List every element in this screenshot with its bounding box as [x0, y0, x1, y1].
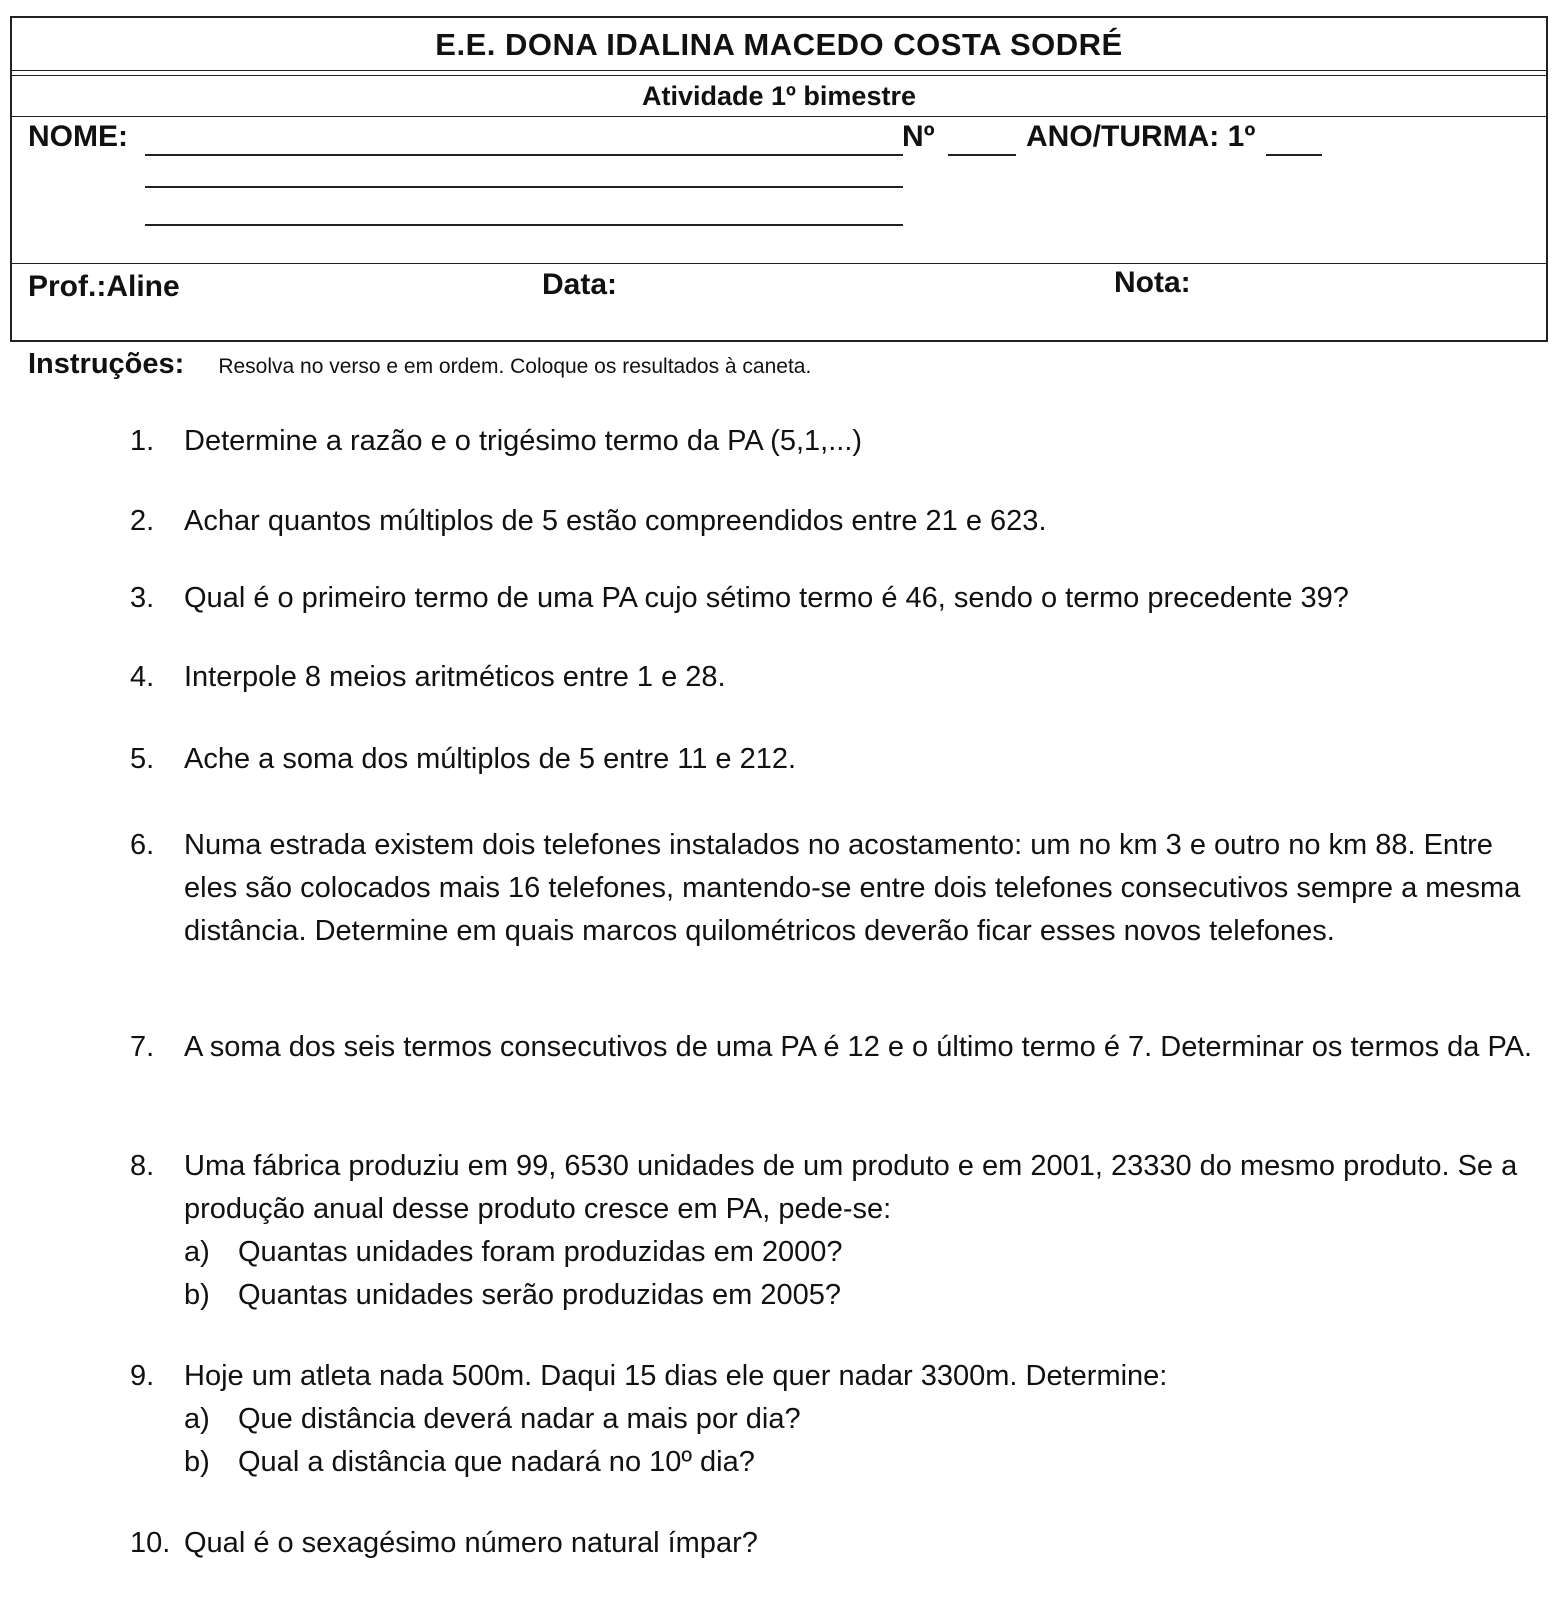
question-4	[130, 656, 1550, 699]
header-divider	[12, 116, 1546, 117]
class-line[interactable]	[1266, 154, 1322, 156]
sub-question-text: Quantas unidades foram produzidas em 2000?	[238, 1236, 843, 1268]
question-text: Ache a soma dos múltiplos de 5 entre 11 e 212.	[184, 743, 797, 775]
question-10	[130, 1522, 1550, 1565]
sub-question-label: a)	[184, 1403, 210, 1435]
name-line[interactable]	[145, 154, 903, 156]
instructions-text: Resolva no verso e em ordem. Coloque os resultados à caneta.	[218, 355, 812, 378]
sub-question-text: Quantas unidades serão produzidas em 2005?	[238, 1279, 841, 1311]
sub-question-label: b)	[184, 1446, 210, 1478]
sub-question	[184, 1274, 1550, 1317]
question-number: 6.	[130, 829, 155, 861]
question-1	[130, 420, 1550, 463]
question-number: 10.	[130, 1527, 171, 1559]
sub-question-label: a)	[184, 1236, 210, 1268]
question-number: 7.	[130, 1031, 155, 1063]
number-line[interactable]	[948, 154, 1016, 156]
question-number: 4.	[130, 661, 155, 693]
instructions-label: Instruções:	[28, 348, 185, 380]
question-number: 1.	[130, 425, 155, 457]
question-number: 9.	[130, 1360, 155, 1392]
grade-label: Nota:	[1114, 266, 1191, 299]
number-label: Nº	[902, 120, 935, 153]
question-5	[130, 738, 1550, 781]
question-text: Determine a razão e o trigésimo termo da PA (5,1,...)	[184, 425, 863, 457]
teacher-label: Prof.:Aline	[28, 270, 180, 303]
sub-question-text: Qual a distância que nadará no 10º dia?	[238, 1446, 755, 1478]
question-2	[130, 500, 1550, 543]
question-text: Uma fábrica produziu em 99, 6530 unidades de um produto e em 2001, 23330 do mesmo produto. Se a produção anual desse produto cresce em PA, pede-se:	[184, 1150, 1518, 1225]
name-label: NOME:	[28, 120, 128, 153]
name-line[interactable]	[145, 186, 903, 188]
question-text: Achar quantos múltiplos de 5 estão compreendidos entre 21 e 623.	[184, 505, 1047, 537]
question-number: 5.	[130, 743, 155, 775]
sub-question	[184, 1231, 1550, 1274]
header-box	[10, 16, 1548, 342]
question-text: Hoje um atleta nada 500m. Daqui 15 dias ele quer nadar 3300m. Determine:	[184, 1360, 1168, 1392]
question-text: A soma dos seis termos consecutivos de uma PA é 12 e o último termo é 7. Determinar os termos da PA.	[184, 1031, 1533, 1063]
question-text: Qual é o sexagésimo número natural ímpar?	[184, 1527, 758, 1559]
header-divider	[12, 70, 1546, 71]
question-number: 8.	[130, 1150, 155, 1182]
question-text: Interpole 8 meios aritméticos entre 1 e 28.	[184, 661, 726, 693]
question-number: 3.	[130, 582, 155, 614]
sub-question-label: b)	[184, 1279, 210, 1311]
sub-question	[184, 1398, 1550, 1441]
sub-question	[184, 1441, 1550, 1484]
date-label: Data:	[542, 268, 618, 301]
instructions	[28, 348, 811, 381]
header-divider	[12, 263, 1546, 264]
name-line[interactable]	[145, 224, 903, 226]
question-3	[130, 577, 1550, 620]
class-label: ANO/TURMA: 1º	[1026, 120, 1256, 153]
question-text: Numa estrada existem dois telefones instalados no acostamento: um no km 3 e outro no km 88. Entre eles são colocados mais 16 telefones, mantendo-se entre dois telefones consecutivos sempre a mesma distância. Determine em quais marcos quilométricos deverão ficar esses novos telefones.	[184, 829, 1521, 947]
question-number: 2.	[130, 505, 155, 537]
school-name: E.E. DONA IDALINA MACEDO COSTA SODRÉ	[435, 27, 1123, 62]
sub-question-text: Que distância deverá nadar a mais por dia?	[238, 1403, 801, 1435]
question-text: Qual é o primeiro termo de uma PA cujo sétimo termo é 46, sendo o termo precedente 39?	[184, 582, 1349, 614]
question-6	[130, 824, 1550, 953]
question-8	[130, 1145, 1550, 1317]
question-7	[130, 1026, 1550, 1069]
question-9	[130, 1355, 1550, 1484]
activity-title: Atividade 1º bimestre	[642, 81, 916, 111]
